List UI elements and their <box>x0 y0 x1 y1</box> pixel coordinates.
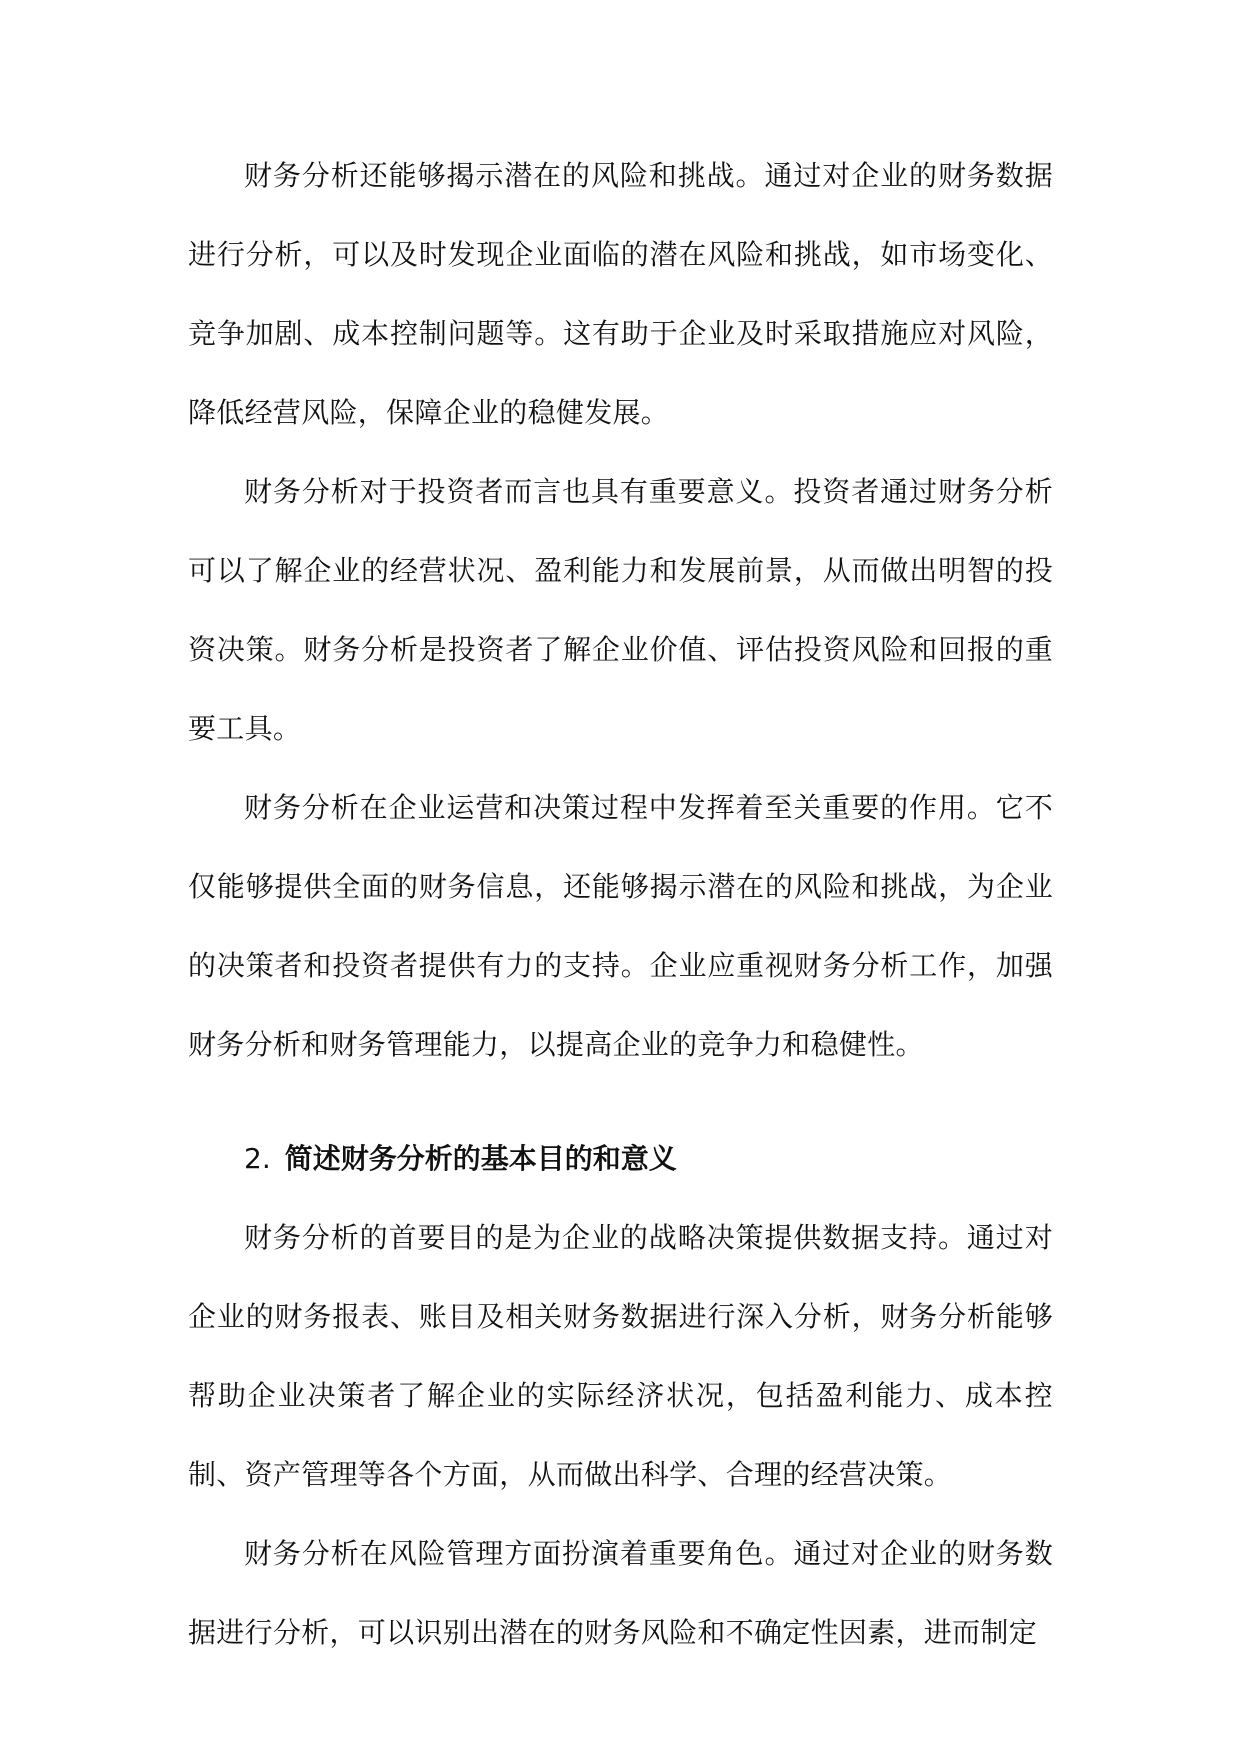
paragraph-investors: 财务分析对于投资者而言也具有重要意义。投资者通过财务分析可以了解企业的经营状况、盈利能力和发展前景，从而做出明智的投资决策。财务分析是投资者了解企业价值、评估投资风险和回报的重要工具。 <box>188 475 1053 745</box>
paragraph-strategic-decisions: 财务分析的首要目的是为企业的战略决策提供数据支持。通过对企业的财务报表、账目及相关财务数据进行深入分析，财务分析能够帮助企业决策者了解企业的实际经济状况，包括盈利能力、成本控制、资产管理等各个方面，从而做出科学、合理的经营决策。 <box>188 1221 1053 1491</box>
section-title: 简述财务分析的基本目的和意义 <box>284 1142 677 1175</box>
paragraph-conclusion: 财务分析在企业运营和决策过程中发挥着至关重要的作用。它不仅能够提供全面的财务信息，还能够揭示潜在的风险和挑战，为企业的决策者和投资者提供有力的支持。企业应重视财务分析工作，加强财务分析和财务管理能力，以提高企业的竞争力和稳健性。 <box>188 791 1053 1061</box>
section-number: 2. <box>244 1142 271 1175</box>
section-heading <box>188 1119 1053 1198</box>
document-body <box>188 136 1053 1672</box>
paragraph-risk-management: 财务分析在风险管理方面扮演着重要角色。通过对企业的财务数据进行分析，可以识别出潜在的财务风险和不确定性因素，进而制定 <box>188 1537 1053 1649</box>
paragraph-risk-challenges: 财务分析还能够揭示潜在的风险和挑战。通过对企业的财务数据进行分析，可以及时发现企业面临的潜在风险和挑战，如市场变化、竞争加剧、成本控制问题等。这有助于企业及时采取措施应对风险，降低经营风险，保障企业的稳健发展。 <box>188 159 1053 429</box>
